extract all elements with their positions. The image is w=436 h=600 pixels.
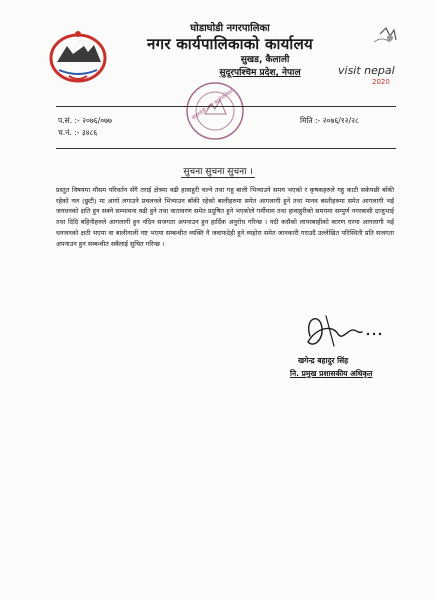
stamp-text: घोडाघोडी नगर कार्यपालिका xyxy=(190,88,235,122)
signatory-name: खगेन्द्र बहादुर सिंह xyxy=(298,356,349,365)
nepal-emblem-icon xyxy=(47,28,109,84)
letter-date: मिति :- २०७६/१२/२८ xyxy=(300,116,359,125)
header-rule-bottom xyxy=(56,148,396,149)
letterhead xyxy=(110,22,350,80)
ref-chn: च.नं. :- ३४८६ xyxy=(58,128,98,137)
office-address: सुखड, कैलाली xyxy=(240,55,290,65)
province-country: सुदूरपश्चिम प्रदेश, नेपाल xyxy=(219,68,301,78)
notice-body-paragraph: प्रस्तुत विषयमा मौसम परिवर्तन सँगै तराई क्षेत्रमा वढी हावाहुरी चल्ने तथा गहु बाली भित्र्याउने समय भएको र कृषकहरुले गहु काटी सकेपछी बाँकी रहेको नल (छुटी) मा आगो लगाउने प्रचलनले भित्र्याउन बाँकी रहेको बालीहरुमा समेत आगलागी हुने तथा मानव बस्तीहरुमा समेत आगलागी भई जनधनको क्षति हुन सक्ने सम्भावना वढी हुने तथा वातावरण समेत प्रदुषित हुने भएकोले गर्मीयाम तथा हावाहुरीको समयमा सम्पुर्ण नगरबासी दाजुभाई तथा दिदि बहिनीहरुले आगलागी हुन नदिन सजगता अपनाउन हुन हार्दिक अनुरोध गरिन्छ । यदी कसैको लापरबाहीको कारण घरमा आगलागी भई धनजनको क्षती भएमा वा बालीनाली नष्ट भएमा सम्बन्धीत व्यक्ति नै जवाफदेही हुने व्यहोरा समेत जानकारी गराउदै उल्लेखित परिस्थिती प्रति सजगता अपनाउन हुन सम्बन्धीत सबैलाई सुचित गरिन्छ । xyxy=(56,186,394,248)
visit-nepal-text: visit nepal xyxy=(338,64,395,77)
ref-ps: प.सं. :- २०७६/०७७ xyxy=(58,116,112,125)
header-rule-top xyxy=(56,106,396,107)
signatory-title: नि. प्रमुख प्रशासकीय अधिकृत xyxy=(290,369,373,378)
handwritten-signature xyxy=(296,306,388,354)
notice-subject xyxy=(0,166,436,178)
visit-nepal-logo xyxy=(334,26,416,88)
notice-body xyxy=(56,185,394,249)
visit-nepal-year: 2020 xyxy=(372,78,390,86)
office-name: नगर कार्यपालिकाको कार्यालय xyxy=(146,35,314,53)
municipality-name: घोडाघोडी नगरपालिका xyxy=(190,23,270,34)
notice-subject-text: सुचना सुचना सुचना । xyxy=(183,167,253,177)
